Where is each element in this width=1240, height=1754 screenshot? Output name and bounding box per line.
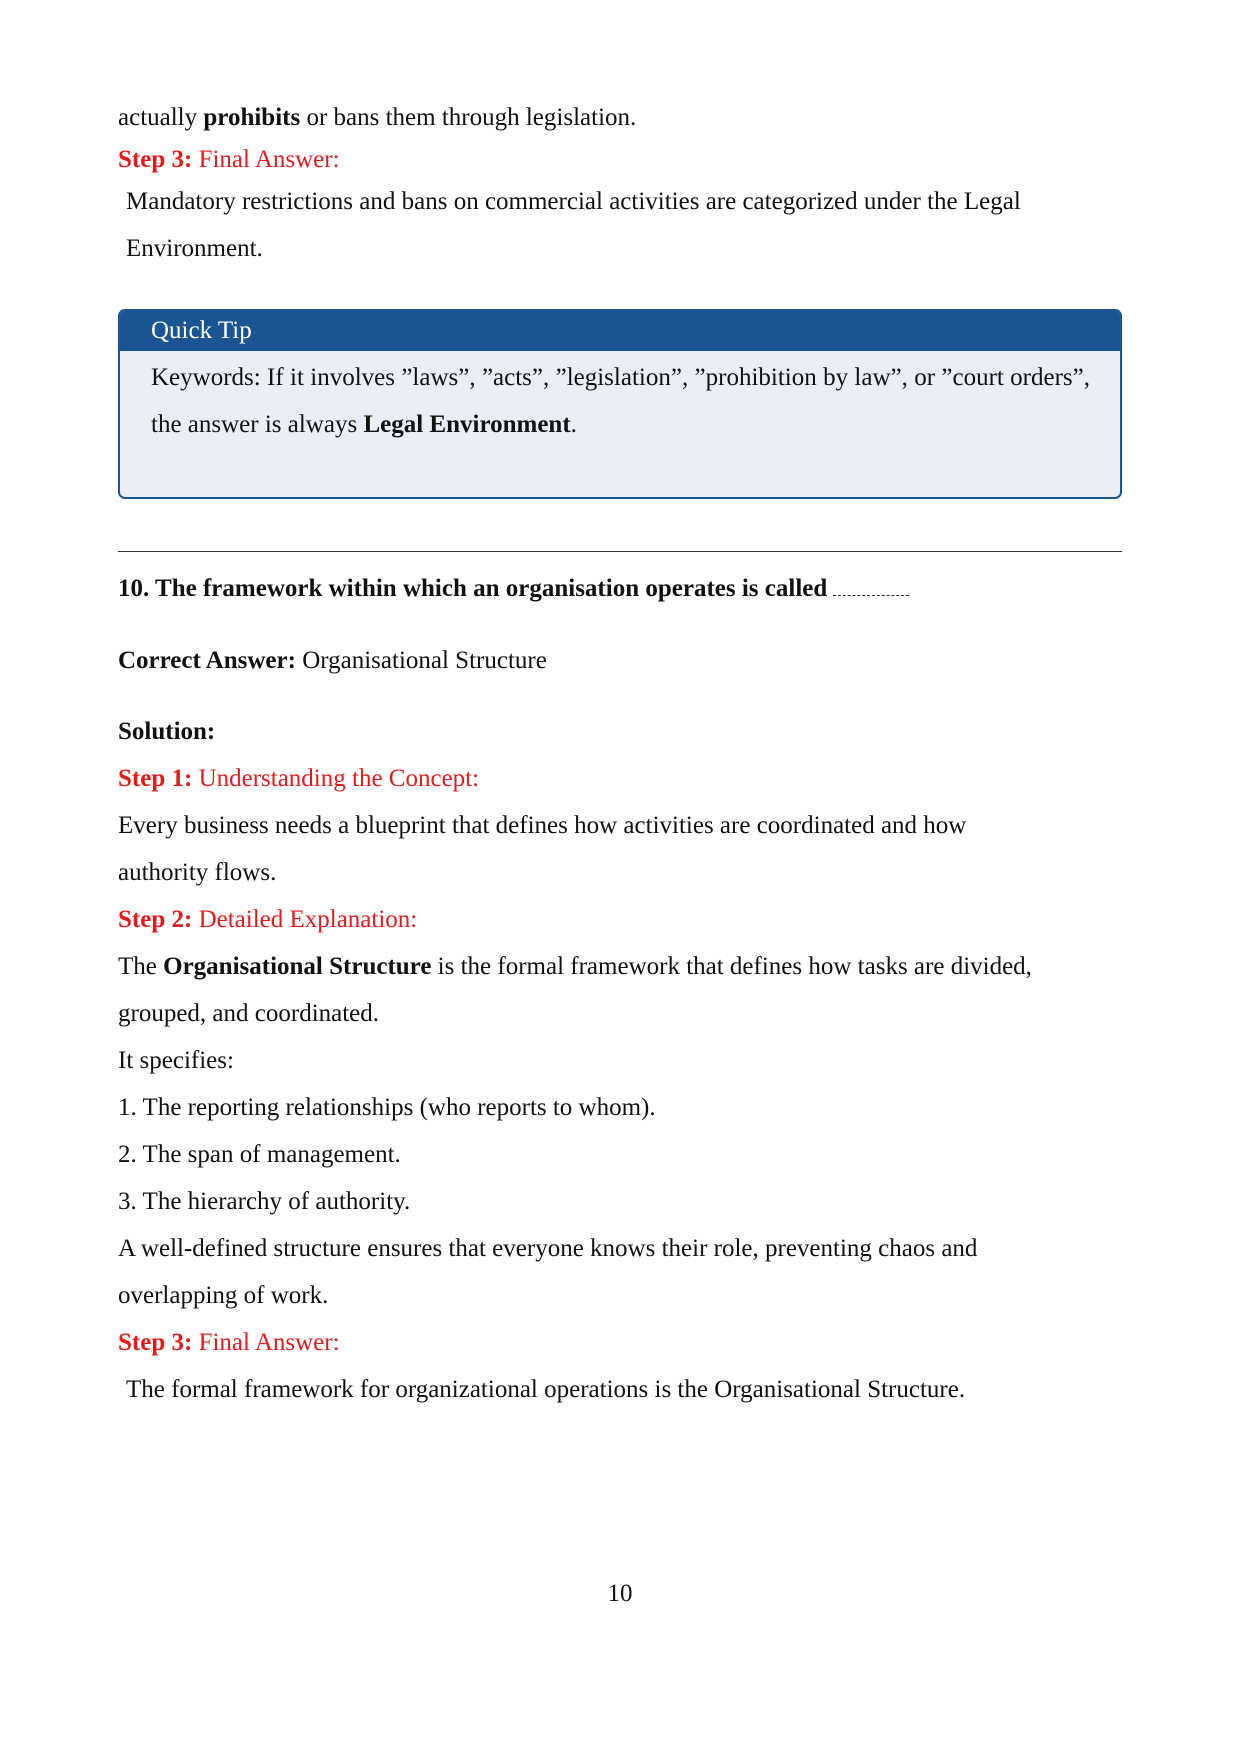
emphasis-legal-environment: Legal Environment [363,411,571,438]
quick-tip-body: Keywords: If it involves ”laws”, ”acts”, ”legislation”, ”prohibition by law”, or ”court orders”, the answer is always Legal Environment. [151,364,1090,438]
specifies-line: It specifies: [118,1047,234,1074]
question-10: 10. The framework within which an organisation operates is called [118,565,1122,612]
quick-tip-header: Quick Tip [120,311,1120,351]
answer-blank [833,575,909,596]
step3-heading-2: Step 3: Final Answer: [118,1329,340,1356]
quick-tip-box [118,309,1122,499]
solution-heading: Solution: [118,718,216,745]
step3-final-text: Mandatory restrictions and bans on commercial activities are categorized under the Legal Environment. [126,188,1021,262]
step1-heading: Step 1: Understanding the Concept: [118,765,480,792]
emphasis-organisational-structure: Organisational Structure [163,953,432,980]
step3-heading: Step 3: Final Answer: [118,146,340,173]
step2-text: The Organisational Structure is the formal framework that defines how tasks are divided, grouped, and coordinated. [118,953,1032,1027]
section-divider [118,551,1122,552]
document-page [118,104,1122,1413]
correct-answer-value: Organisational Structure [295,647,547,674]
continued-paragraph: actually prohibits or bans them through legislation. [118,104,637,131]
list-item: 2. The span of management. [118,1141,401,1168]
step3-final-text-2: The formal framework for organizational operations is the Organisational Structure. [126,1376,966,1403]
step1-text: Every business needs a blueprint that defines how activities are coordinated and how authority flows. [118,812,967,886]
correct-answer-label: Correct Answer: [118,647,296,674]
conclusion-text: A well-defined structure ensures that everyone knows their role, preventing chaos and overlapping of work. [118,1235,978,1309]
correct-answer [118,637,1122,684]
list-item: 1. The reporting relationships (who reports to whom). [118,1094,656,1121]
list-item: 3. The hierarchy of authority. [118,1188,411,1215]
page-number: 10 [607,1580,633,1607]
step2-heading: Step 2: Detailed Explanation: [118,906,418,933]
emphasis-prohibits: prohibits [203,104,301,131]
